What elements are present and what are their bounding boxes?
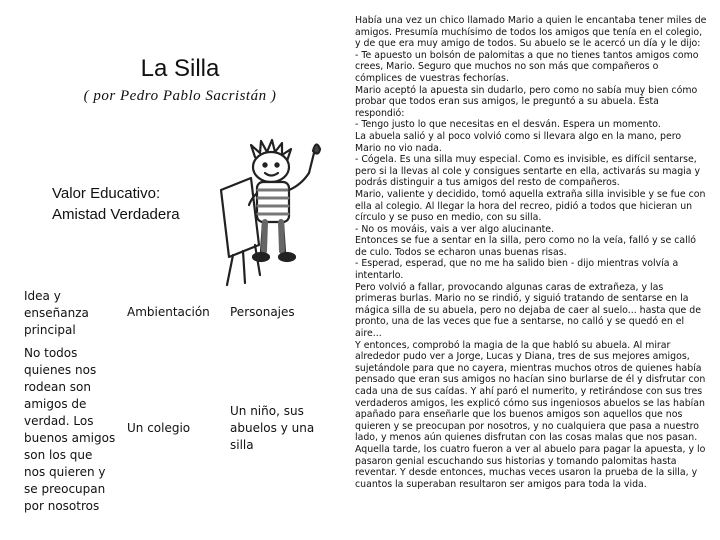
story-paragraph: La abuela salió y al poco volvió como si llevara algo en la mano, pero Mario no vio nada.	[355, 130, 682, 154]
story-paragraph: - Tengo justo lo que necesitas en el desván. Espera un momento.	[355, 119, 661, 131]
header-idea: Idea y enseñanza principal	[24, 289, 89, 337]
page-title: La Silla	[140, 55, 220, 82]
story-paragraph: Y entonces, comprobó la magia de la que habló su abuela. Al mirar alrededor pudo ver a Jorge, Lucas y Diana, tres de sus mejores amigos, sujetándole para que no cayera, mientras muchos otros de quienes había pensado que eran sus amigos no hacían sino burlarse de él y disfrutar con cada una de sus caídas. Y ahí paró el numerito, y retirándose con sus tres verdaderos amigos, les explicó cómo sus ingeniosos abuelos se las habían apañado para enseñarle que los buenos amigos son aquellos que nos quieren y se preocupan por nosotros, y no cualquiera que pasa a nuestro lado, y menos aún quienes disfrutan con las cosas malas que nos pasan.	[355, 339, 706, 444]
story-paragraph: Había una vez un chico llamado Mario a quien le encantaba tener miles de amigos. Presumía muchísimo de todos los amigos que tenía en el colegio, y de que era muy amigo de todos. Su abuelo se le acercó un día y le dijo:	[355, 15, 707, 50]
story-paragraph: - Te apuesto un bolsón de palomitas a que no tienes tantos amigos como crees, Mario. Seguro que muchos no son más que compañeros o cómplices de vuestras fechorías.	[355, 49, 699, 84]
valor-value: Amistad Verdadera	[52, 206, 180, 223]
story-paragraph: Aquella tarde, los cuatro fueron a ver al abuelo para pagar la apuesta, y lo pasaron genial escuchando sus historias y tomando palomitas hasta reventar. Y desde entonces, muchas veces usaron la prueba de la silla, y cuantos la superaban resultaron ser amigos para toda la vida.	[355, 443, 706, 490]
story-paragraph: - No os mováis, vais a ver algo alucinante.	[355, 223, 555, 235]
cell-personajes: Un niño, sus abuelos y una silla	[230, 404, 315, 452]
boy-with-easel-illustration	[205, 135, 330, 290]
story-text	[355, 15, 707, 490]
cell-idea: No todos quienes nos rodean son amigos de verdad. Los buenos amigos son los que nos quieren y se preocupan por nosotros	[24, 346, 116, 513]
author-subtitle: ( por Pedro Pablo Sacristán )	[83, 88, 277, 104]
story-paragraph: Pero volvió a fallar, provocando algunas caras de extrañeza, y las primeras burlas. Mario no se rindió, y siguió tratando de sentarse en la mágica silla de su abuela, pero no dejaba de caer al suelo... hasta que de pronto, una de las veces que fue a sentarse, no calló y se quedó en el aire...	[355, 281, 701, 340]
valor-label: Valor Educativo:	[52, 185, 161, 202]
header-personajes: Personajes	[230, 305, 295, 319]
story-paragraph: Mario, valiente y decidido, tomó aquella extraña silla invisible y se fue con ella al colegio. Al llegar la hora del recreo, pidió a todos que hicieran un círculo y se puso en medio, con su silla.	[355, 188, 706, 224]
header-ambientacion: Ambientación	[127, 305, 210, 319]
cell-ambientacion: Un colegio	[127, 421, 191, 435]
story-paragraph: Mario aceptó la apuesta sin dudarlo, pero como no sabía muy bien cómo probar que todos eran sus amigos, le preguntó a su abuela. Ésta respondió:	[355, 84, 698, 119]
valor-educativo	[52, 183, 212, 225]
story-paragraph: Entonces se fue a sentar en la silla, pero como no la veía, falló y se calló de culo. Todos se echaron unas buenas risas.	[355, 235, 697, 258]
story-paragraph: - Cógela. Es una silla muy especial. Como es invisible, es difícil sentarse, pero si la llevas al cole y consigues sentarte en ella, activarás su magia y podrás distinguir a tus amigos del resto de compañeros.	[355, 154, 701, 189]
story-paragraph: - Esperad, esperad, que no me ha salido bien - dijo mientras volvía a intentarlo.	[355, 258, 679, 282]
